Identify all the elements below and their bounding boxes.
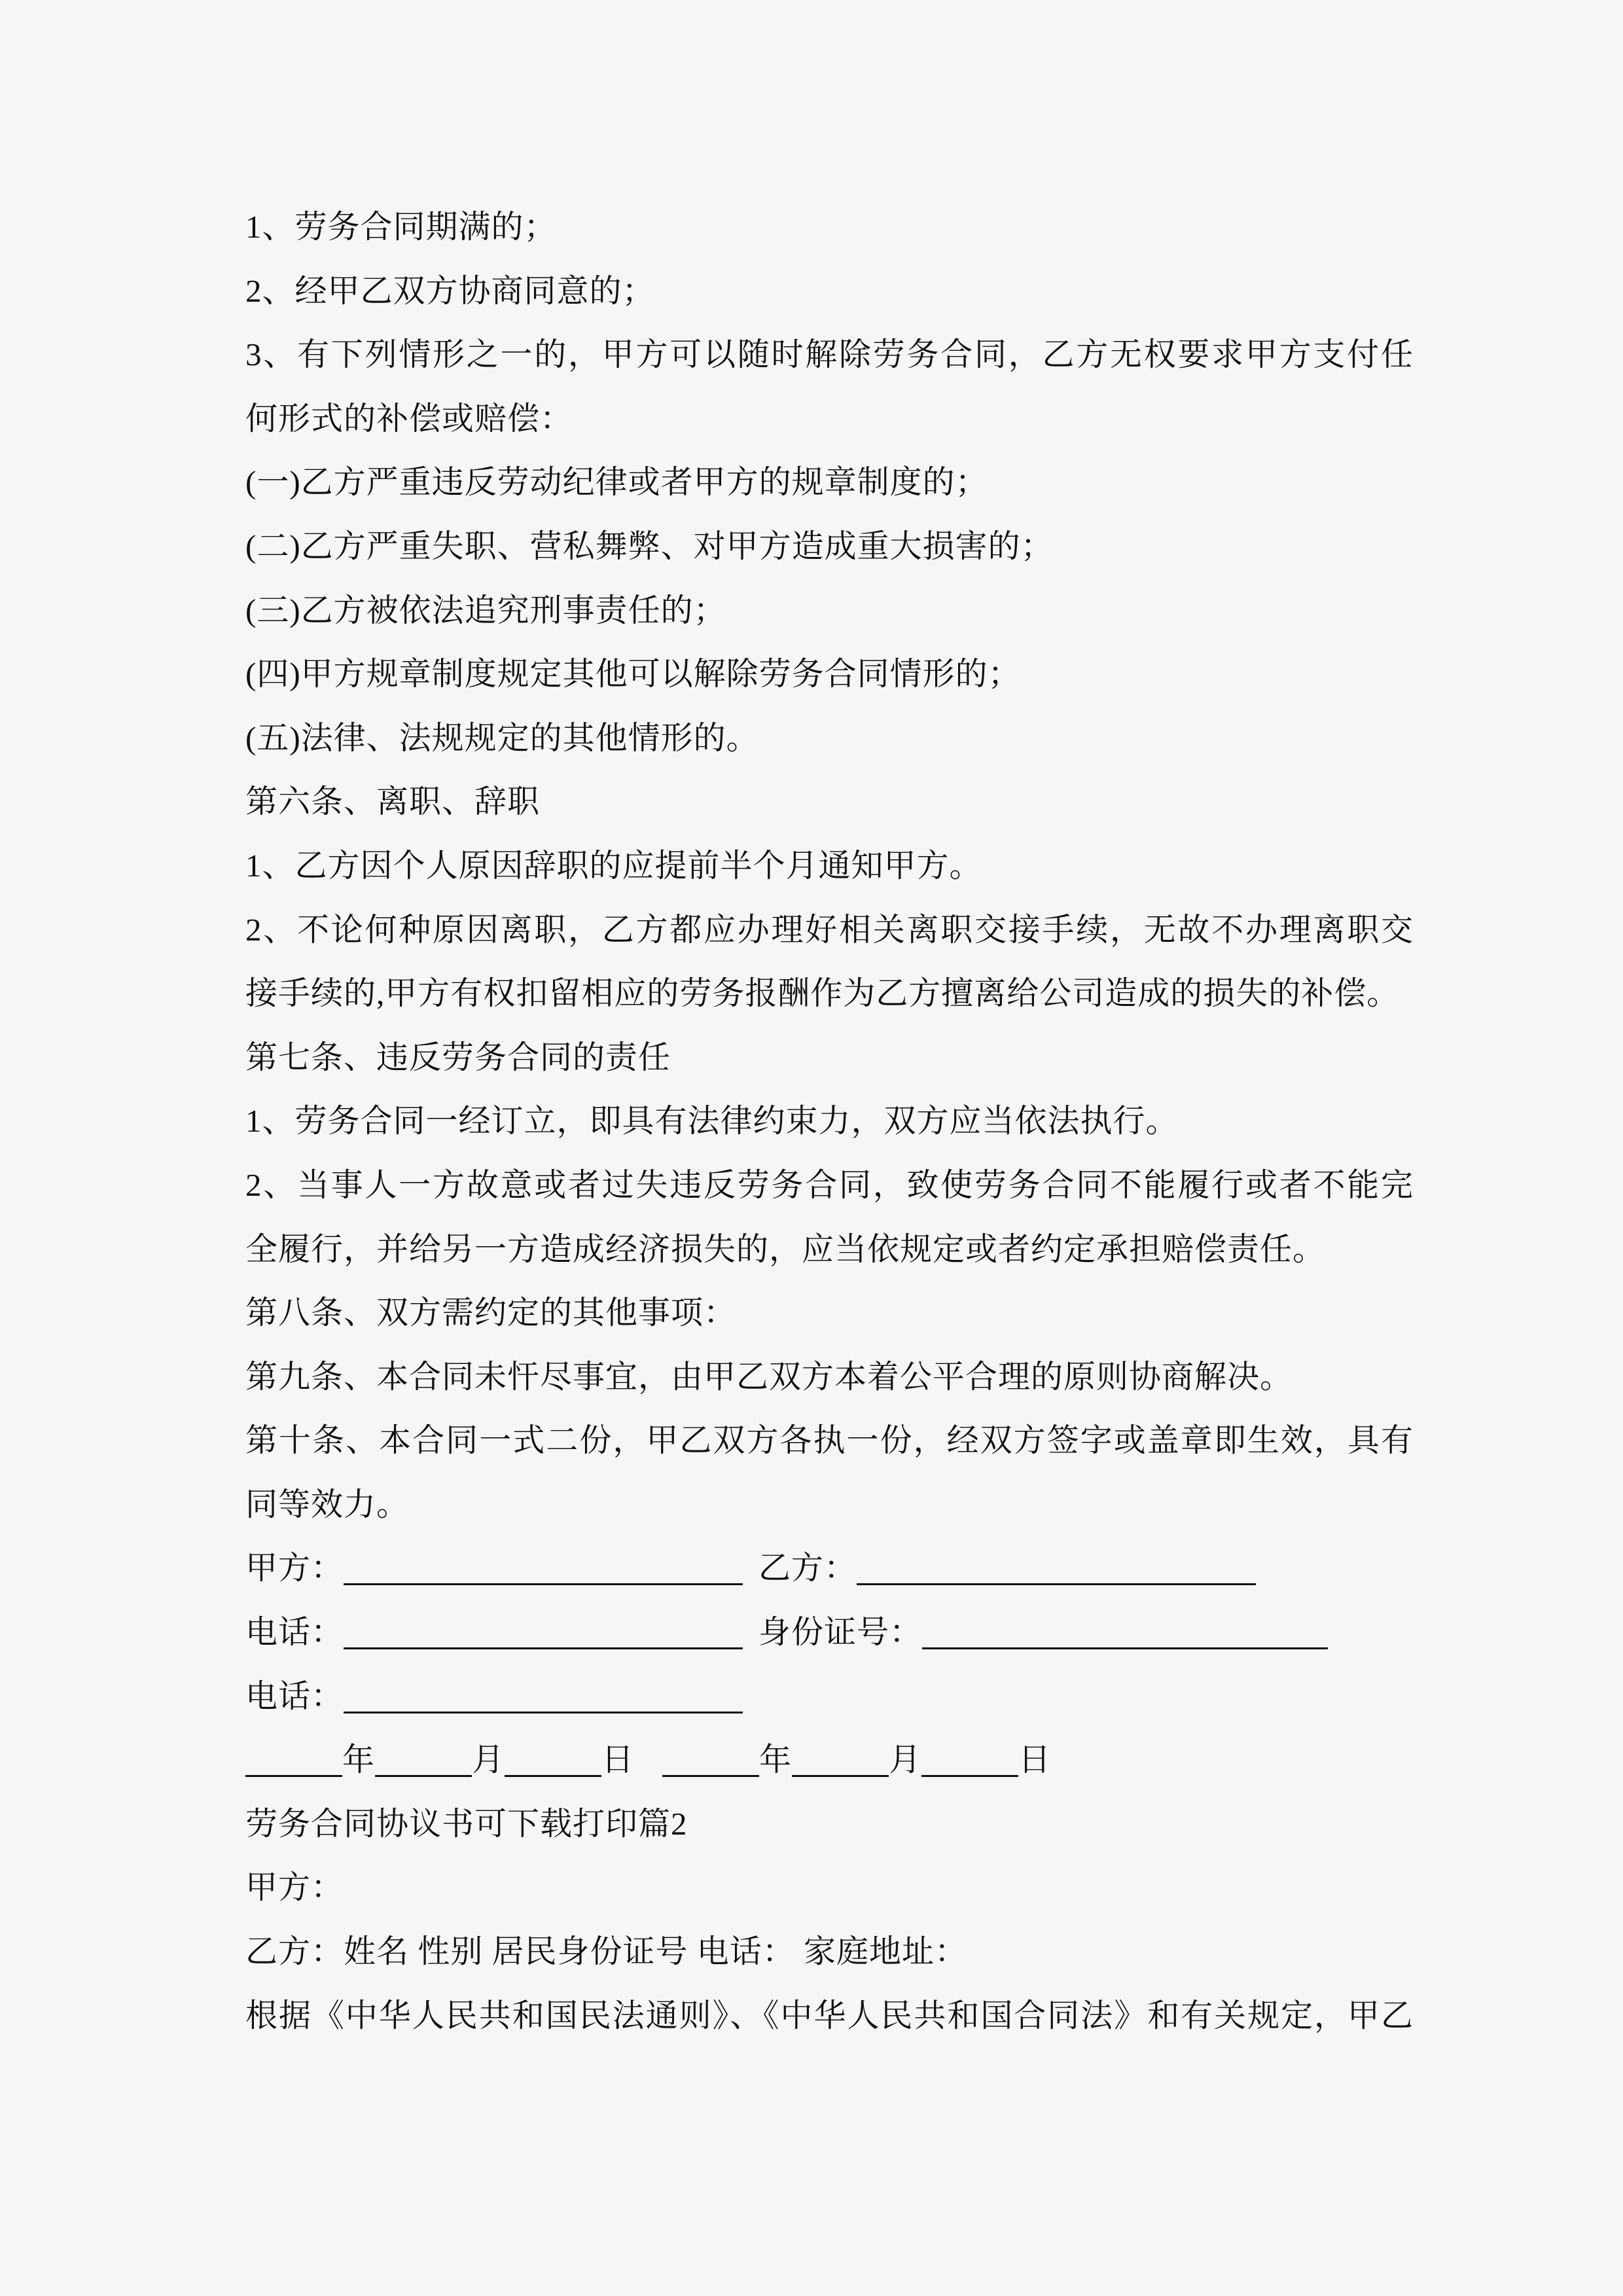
contract-clause-line: 同等效力。 [245,1486,410,1522]
date-day-blank-line [505,1744,601,1777]
date-month-blank-line [792,1744,889,1777]
phone2-blank-line [344,1680,743,1713]
phone-blank-line [344,1616,743,1649]
contract-section-heading: 第八条、双方需约定的其他事项： [245,1295,737,1331]
contract-clause-line: (四)甲方规章制度规定其他可以解除劳务合同情形的； [245,656,1021,692]
contract-clause-line: 何形式的补偿或赔偿： [245,400,573,437]
phone-id-row [245,1600,1414,1664]
date-year-blank-line [662,1744,759,1777]
contract-clause-line: 1、劳务合同期满的； [245,209,557,245]
party-b-blank-line [857,1552,1256,1585]
signature-parties-row [245,1536,1414,1600]
day-label: 日 [1018,1742,1052,1778]
contract-clause-line: 接手续的,甲方有权扣留相应的劳务报酬作为乙方擅离给公司造成的损失的补偿。 [245,975,1400,1012]
id-number-label: 身份证号： [758,1614,923,1651]
phone2-label: 电话： [245,1677,344,1714]
month-label: 月 [889,1742,922,1778]
phone2-row [245,1664,1414,1729]
date-row [245,1728,1414,1792]
date-day-blank-line [921,1744,1018,1777]
id-number-blank-line [922,1616,1328,1649]
contract-clause-line: 2、不论何种原因离职，乙方都应办理好相关离职交接手续，无故不办理离职交 [245,911,1414,948]
year-label: 年 [759,1742,793,1778]
contract-clause-line: 2、经甲乙双方协商同意的； [245,272,655,309]
day-label: 日 [601,1742,635,1778]
part2-party-a-label: 甲方： [245,1869,344,1906]
phone-label: 电话： [245,1614,344,1651]
date-month-blank-line [375,1744,472,1777]
month-label: 月 [472,1742,505,1778]
contract-section-heading: 第六条、离职、辞职 [245,783,541,820]
contract-clause-line: 第十条、本合同一式二份，甲乙双方各执一份，经双方签字或盖章即生效，具有 [245,1422,1414,1459]
contract-clause-line: 1、劳务合同一经订立，即具有法律约束力，双方应当依法执行。 [245,1103,1179,1139]
contract-body [245,195,1414,2047]
contract-clause-line: (二)乙方严重失职、营私舞弊、对甲方造成重大损害的； [245,528,1054,564]
contract-clause-line: (三)乙方被依法追究刑事责任的； [245,592,726,628]
contract-section-heading: 第七条、违反劳务合同的责任 [245,1039,671,1075]
contract-clause-line: 全履行，并给另一方造成经济损失的，应当依规定或者约定承担赔偿责任。 [245,1230,1326,1267]
contract-clause-line: (一)乙方严重违反劳动纪律或者甲方的规章制度的； [245,464,988,501]
contract-clause-line: 第九条、本合同未忓尽事宜，由甲乙双方本着公平合理的原则协商解决。 [245,1358,1293,1395]
contract-clause-line: 2、当事人一方故意或者过失违反劳务合同，致使劳务合同不能履行或者不能完 [245,1166,1414,1203]
part2-intro-line: 根据《中华人民共和国民法通则》、《中华人民共和国合同法》和有关规定，甲乙 [245,1997,1414,2034]
part2-section-title: 劳务合同协议书可下载打印篇2 [245,1805,688,1842]
party-a-blank-line [344,1552,743,1585]
contract-clause-line: (五)法律、法规规定的其他情形的。 [245,719,759,756]
contract-clause-line: 1、乙方因个人原因辞职的应提前半个月通知甲方。 [245,847,982,884]
party-a-label: 甲方： [245,1550,344,1587]
contract-clause-line: 3、有下列情形之一的，甲方可以随时解除劳务合同，乙方无权要求甲方支付任 [245,336,1414,373]
party-b-label: 乙方： [758,1550,857,1587]
date-year-blank-line [245,1744,342,1777]
year-label: 年 [342,1742,376,1778]
part2-party-b-info: 乙方：姓名 性别 居民身份证号 电话： 家庭地址： [245,1933,968,1970]
